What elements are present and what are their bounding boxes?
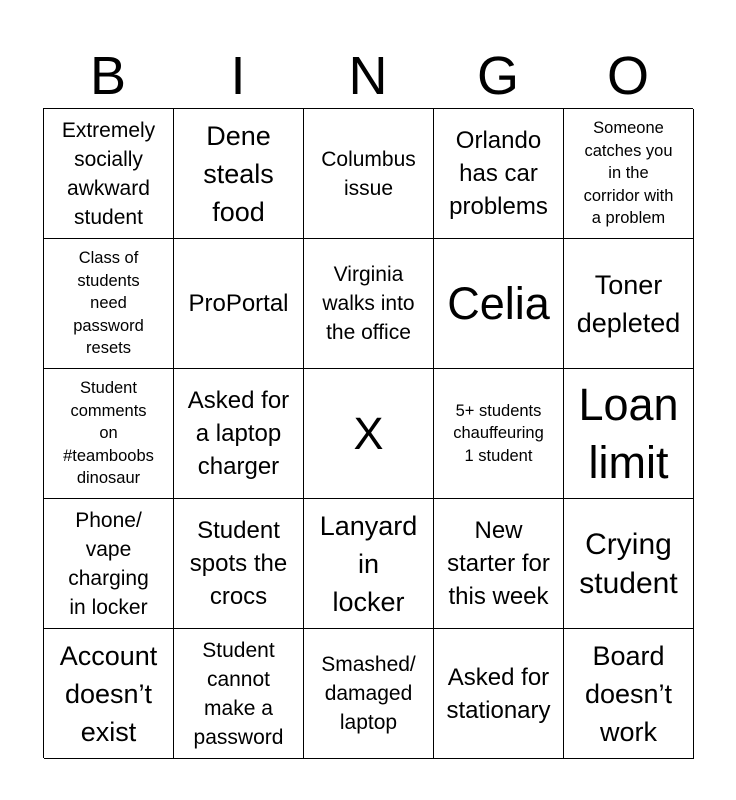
bingo-cell[interactable] [434, 109, 564, 239]
bingo-cell[interactable] [174, 629, 304, 759]
bingo-cell[interactable] [44, 369, 174, 499]
cell-text: Orlando has car problems [449, 127, 548, 220]
header-letter-o: O [606, 46, 649, 106]
bingo-cell[interactable] [44, 239, 174, 369]
cell-text: Virginia walks into the office [322, 263, 415, 344]
bingo-cell[interactable] [434, 239, 564, 369]
bingo-cell[interactable] [174, 369, 304, 499]
bingo-header [43, 44, 693, 108]
cell-text: 5+ students chauffeuring 1 student [453, 401, 544, 465]
cell-text: Someone catches you in the corridor with a problem [583, 119, 674, 228]
bingo-board [43, 108, 693, 758]
free-space-cell[interactable] [304, 369, 434, 499]
bingo-cell[interactable] [564, 369, 694, 499]
bingo-cell[interactable] [564, 629, 694, 759]
bingo-cell[interactable] [44, 109, 174, 239]
header-letter-g: G [476, 46, 519, 106]
bingo-cell[interactable] [304, 499, 434, 629]
cell-text: Class of students need password resets [73, 249, 144, 358]
cell-text: Crying student [579, 527, 678, 600]
cell-text: New starter for this week [447, 517, 550, 610]
cell-text: Toner depleted [576, 269, 681, 338]
bingo-cell[interactable] [564, 109, 694, 239]
bingo-cell[interactable] [44, 499, 174, 629]
cell-text: Student comments on #teamboobs dinosaur [63, 379, 154, 488]
cell-text: ProPortal [188, 290, 289, 317]
header-letter-b: B [89, 46, 127, 106]
bingo-cell[interactable] [304, 109, 434, 239]
bingo-cell[interactable] [44, 629, 174, 759]
bingo-cell[interactable] [434, 499, 564, 629]
cell-text: Dene steals food [203, 120, 274, 227]
cell-text: Student spots the crocs [189, 517, 288, 610]
bingo-cell[interactable] [174, 239, 304, 369]
cell-text: Account doesn’t exist [59, 640, 158, 747]
cell-text: Extremely socially awkward student [61, 118, 156, 229]
cell-text: Student cannot make a password [193, 638, 284, 749]
bingo-cell[interactable] [564, 499, 694, 629]
cell-text: Smashed/ damaged laptop [321, 653, 416, 734]
bingo-cell[interactable] [304, 629, 434, 759]
bingo-cell[interactable] [434, 629, 564, 759]
cell-text: Asked for stationary [446, 663, 551, 724]
cell-text: Board doesn’t work [584, 640, 673, 747]
free-space-mark: X [353, 407, 384, 459]
header-letter-n: N [348, 46, 388, 106]
bingo-cell[interactable] [564, 239, 694, 369]
bingo-cell[interactable] [304, 239, 434, 369]
cell-text: Loan limit [578, 378, 679, 488]
cell-text: Phone/ vape charging in locker [68, 508, 149, 619]
bingo-cell[interactable] [434, 369, 564, 499]
bingo-cell[interactable] [174, 109, 304, 239]
cell-text: Columbus issue [321, 147, 416, 200]
cell-text: Lanyard in locker [319, 510, 418, 617]
cell-text: Asked for a laptop charger [187, 387, 290, 480]
cell-text: Celia [447, 277, 550, 329]
header-letter-i: I [230, 46, 246, 106]
bingo-cell[interactable] [174, 499, 304, 629]
